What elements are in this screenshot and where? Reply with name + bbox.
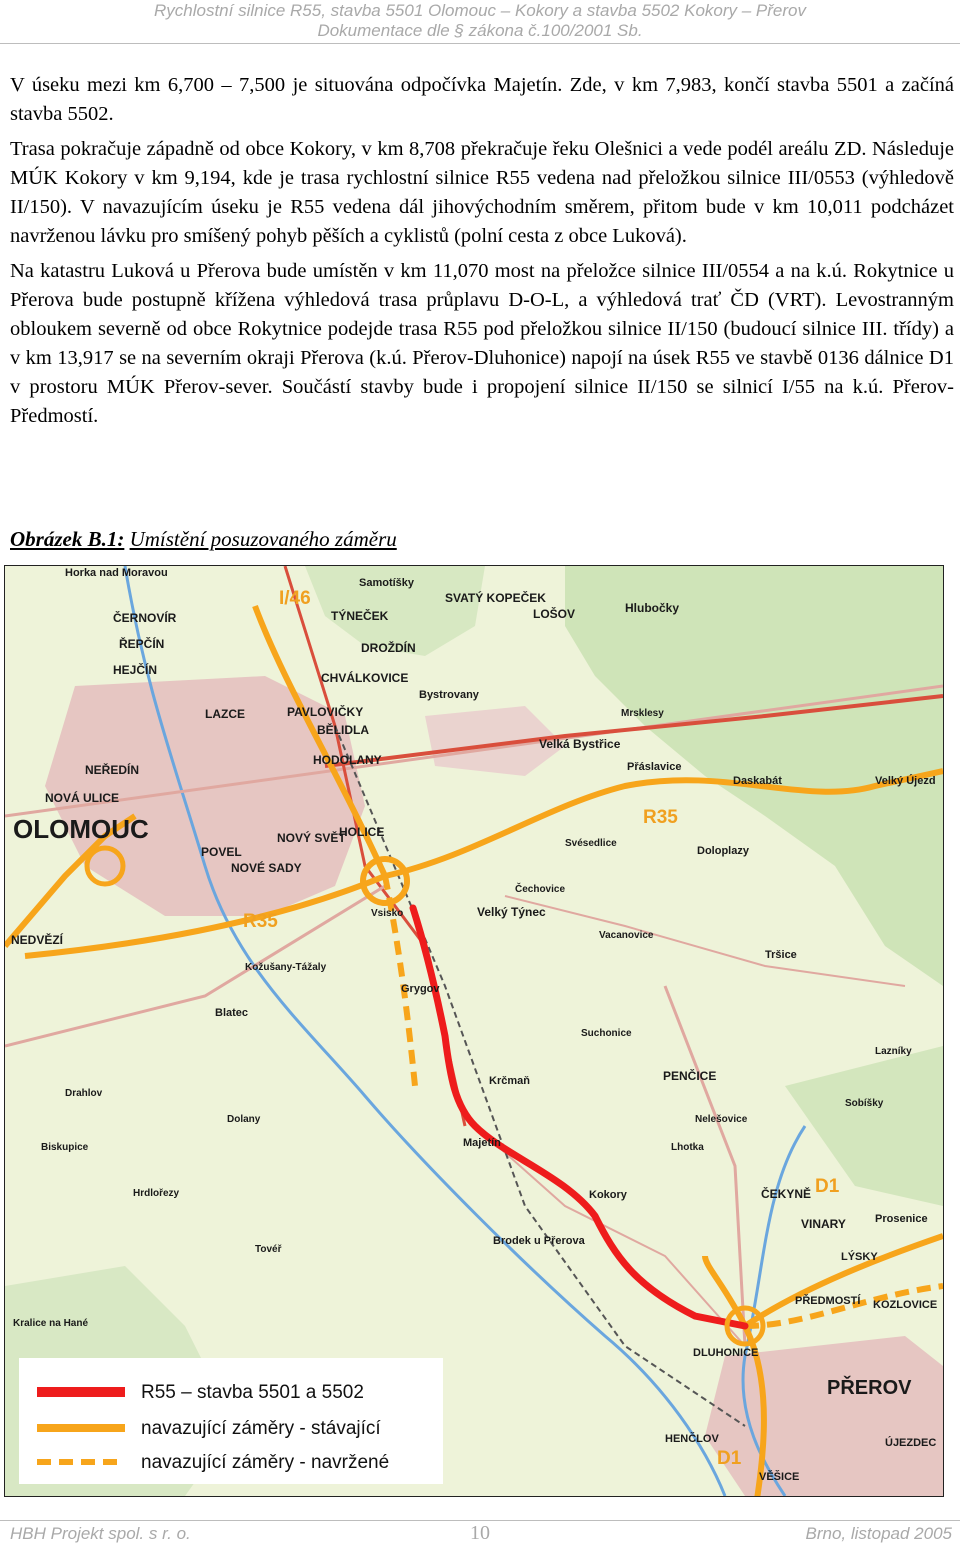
header-subtitle: Dokumentace dle § zákona č.100/2001 Sb. [317,21,643,40]
place-label: Hlubočky [625,601,680,615]
place-label: Krčmaň [489,1075,530,1087]
place-label: LAZCE [205,707,245,721]
page-footer [0,1524,960,1550]
place-label: ŘEPČÍN [119,637,165,651]
body-text [10,71,954,437]
place-label: Tršice [765,949,797,961]
place-label: VĚŠICE [759,1471,800,1483]
place-label: Drahlov [65,1088,103,1099]
figure-caption-text: Umístění posuzovaného záměru [129,527,397,551]
place-label: Vsisko [371,908,404,919]
place-label: HENČLOV [665,1433,719,1445]
paragraph-3: Na katastru Luková u Přerova bude umístěn v km 11,070 most na přeložce silnice III/0554 a na k.ú. Rokytnice u Přerova bude postupně křížena výhledová trasa průplavu D-O-L, a výhledová trať ČD (VRT). Levostranným obloukem severně od obce Rokytnice podejde trasa R55 pod přeložkou silnice II/150 (budoucí silnice III. třídy) a v km 13,917 se na severním okraji Přerova (k.ú. Přerov-Dluhonice) napojí na úsek R55 ve stavbě 0136 dálnice D1 v prostoru MÚK Přerov-sever. Součástí stavby bude i propojení silnice II/150 se silnicí I/55 na k.ú. Přerov-Předmostí. [10,260,954,427]
place-label: Suchonice [581,1028,632,1039]
place-label: POVEL [201,845,242,859]
figure-caption [10,527,397,552]
place-label: Velký Týnec [477,905,546,919]
place-label: Brodek u Přerova [493,1235,585,1247]
place-label: Přáslavice [627,761,682,773]
legend-label: navazující záměry - stávající [141,1418,381,1439]
place-label: Mrsklesy [621,708,664,719]
place-label: HODOLANY [313,753,382,767]
place-label: VINARY [801,1217,846,1231]
place-label: Grygov [401,983,440,995]
place-label: HOLICE [339,825,385,839]
route-map [4,565,944,1497]
legend-label: navazující záměry - navržené [141,1452,390,1473]
place-label: Kralice na Hané [13,1318,89,1329]
paragraph-1: V úseku mezi km 6,700 – 7,500 je situována odpočívka Majetín. Zde, v km 7,983, končí stavba 5501 a začíná stavba 5502. [10,74,954,125]
place-label: OLOMOUC [13,814,149,844]
road-label: R35 [243,911,278,932]
road-label: D1 [717,1448,742,1469]
place-label: Sobíšky [845,1098,884,1109]
map-canvas [5,566,943,1496]
place-label: LÝSKY [841,1251,878,1263]
place-label: Bystrovany [419,689,479,701]
place-label: PAVLOVIČKY [287,705,364,719]
place-label: CHVÁLKOVICE [321,671,409,685]
place-label: Daskabát [733,775,782,787]
paragraph-2: Trasa pokračuje západně od obce Kokory, v km 8,708 překračuje řeku Olešnici a vede podél areálu ZD. Následuje MÚK Kokory v km 9,194, kde je trasa rychlostní silnice R55 vedena nad přeložkou silnice III/0553 (výhledově II/150). V navazujícím úseku je R55 vedena dál jihovýchodním směrem, přitom bude v km 10,011 podcházet navrženou lávku pro smíšený pohyb pěších a cyklistů (polní cesta z obce Luková). [10,138,954,247]
map-legend [19,1358,443,1484]
place-label: Čechovice [515,884,566,895]
figure-caption-label: Obrázek B.1: [10,527,125,551]
place-label: NEDVĚZÍ [11,933,64,947]
place-label: Blatec [215,1007,249,1019]
place-label: TÝNEČEK [331,609,389,623]
place-label: Prosenice [875,1213,928,1225]
place-label: Biskupice [41,1142,89,1153]
place-label: ÚJEZDEC [885,1437,937,1449]
place-label: DLUHONICE [693,1347,759,1359]
place-label: KOZLOVICE [873,1299,938,1311]
legend-label: R55 – stavba 5501 a 5502 [141,1382,364,1403]
place-label: Vacanovice [599,930,654,941]
place-label: PŘEROV [827,1377,912,1399]
place-label: HEJČÍN [113,663,158,677]
place-label: NEŘEDÍN [85,763,140,777]
place-label: PŘEDMOSTÍ [795,1295,861,1307]
place-label: Velký Újezd [875,775,936,787]
place-label: SVATÝ KOPEČEK [445,591,546,605]
place-label: LOŠOV [533,607,576,621]
footer-place-date: Brno, listopad 2005 [805,1524,952,1543]
place-label: ČEKYNĚ [761,1187,812,1201]
header-rule [0,43,960,44]
place-label: Doloplazy [697,845,749,857]
footer-company: HBH Projekt spol. s r. o. [10,1524,191,1543]
place-label: NOVÝ SVĚT [277,831,346,845]
place-label: NOVÁ ULICE [45,791,120,805]
place-label: Velká Bystřice [539,737,621,751]
place-label: DROŽDÍN [361,641,416,655]
header-title: Rychlostní silnice R55, stavba 5501 Olomouc – Kokory a stavba 5502 Kokory – Přerov [153,1,806,20]
road-label: I/46 [279,588,311,609]
road-label: R35 [643,807,678,828]
place-label: Tovéř [255,1244,282,1255]
place-label: Majetín [463,1137,501,1149]
place-label: Lhotka [671,1142,704,1153]
place-label: Samotíšky [359,577,415,589]
road-label: D1 [815,1176,840,1197]
place-label: Kokory [589,1189,627,1201]
urban-prerov [705,1336,943,1496]
place-label: ČERNOVÍR [113,611,177,625]
footer-rule [0,1520,960,1521]
place-label: Horka nad Moravou [65,567,168,579]
place-label: Svésedlice [565,838,617,849]
page-number: 10 [470,1522,490,1544]
place-label: NOVÉ SADY [231,861,302,875]
place-label: Dolany [227,1114,261,1125]
place-label: Kožušany-Tážaly [245,962,327,973]
place-label: BĚLIDLA [317,723,369,737]
place-label: PENČICE [663,1069,717,1083]
place-label: Nelešovice [695,1114,748,1125]
place-label: Hrdlořezy [133,1188,180,1199]
place-label: Lazníky [875,1046,912,1057]
